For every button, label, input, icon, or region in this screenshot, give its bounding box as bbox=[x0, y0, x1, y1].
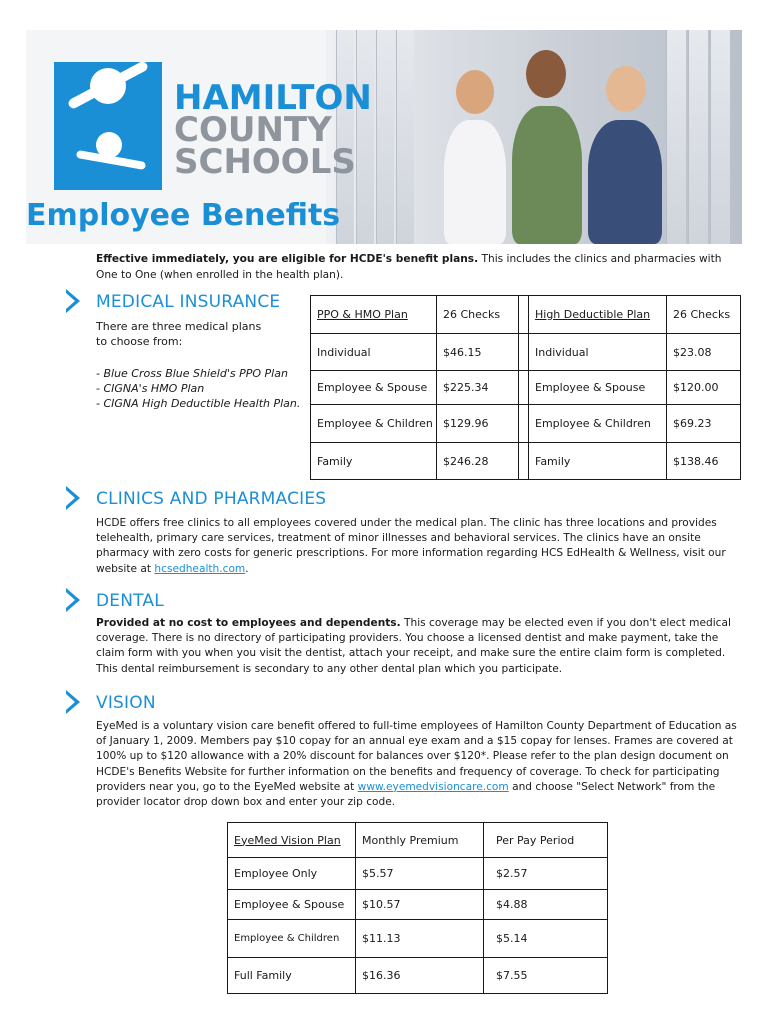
vision-text: EyeMed is a voluntary vision care benefit offered to full-time employees of Hamilton County Department of Education as of January 1, 2009. Members pay $10 copay for an annual eye exam and a $15 copay for lenses. Frames are covered at 100% up to $120 allowance with a 20% discount for balances over $120*. Please refer to the plan design document on HCDE's Benefits Website for further information on the benefits and frequency of coverage. To check for participating providers near you, go to the EyeMed website at www.eyemedvisioncare.com and choose "Select Network" from the provider locator drop down box and enter your zip code. bbox=[96, 720, 737, 809]
clinics-title: CLINICS AND PHARMACIES bbox=[96, 489, 327, 509]
hallway-photo bbox=[326, 30, 742, 244]
table-row: Employee Only $5.57 $2.57 bbox=[228, 858, 608, 890]
vision-title: VISION bbox=[96, 693, 156, 713]
list-item: - Blue Cross Blue Shield's PPO Plan bbox=[96, 367, 288, 380]
hcsedhealth-link[interactable]: hcsedhealth.com bbox=[154, 562, 246, 575]
list-item: - CIGNA's HMO Plan bbox=[96, 382, 205, 395]
dental-title: DENTAL bbox=[96, 591, 164, 611]
clinics-text: HCDE offers free clinics to all employees covered under the medical plan. The clinic has three locations and provides telehealth, primary care services, treatment of minor illnesses and behavioral services. The clinics have an onsite pharmacy with zero costs for generic prescriptions. For more information regarding HCS EdHealth & Wellness, visit our website at hcsedhealth.com. bbox=[96, 517, 726, 575]
table-row: Employee & Spouse $225.34 Employee & Spouse $120.00 bbox=[311, 371, 741, 405]
table-row: Individual $46.15 Individual $23.08 bbox=[311, 334, 741, 371]
medical-lead: There are three medical plans to choose from: bbox=[96, 320, 262, 348]
chevron-icon bbox=[66, 486, 80, 510]
chevron-icon bbox=[66, 690, 80, 714]
chevron-icon bbox=[66, 588, 80, 612]
hcs-logo-text: HAMILTON COUNTY SCHOOLS bbox=[174, 78, 372, 182]
chevron-icon bbox=[66, 289, 80, 313]
medical-plan-list bbox=[96, 366, 301, 411]
header-banner bbox=[26, 30, 742, 244]
dental-text: Provided at no cost to employees and dependents. This coverage may be elected even if you don't elect medical coverage. There is no directory of participating providers. You choose a licensed dentist and make payment, take the claim form with you when you visit the dentist, attach your receipt, and make sure the entire claim form is completed. This dental reimbursement is secondary to any other dental plan which you participate. bbox=[96, 617, 731, 675]
table-row: Full Family $16.36 $7.55 bbox=[228, 958, 608, 994]
table-row: Family $246.28 Family $138.46 bbox=[311, 443, 741, 480]
medical-rates-table bbox=[310, 295, 741, 480]
list-item: - CIGNA High Deductible Health Plan. bbox=[96, 397, 301, 410]
intro-text: Effective immediately, you are eligible for HCDE's benefit plans. This includes the clinics and pharmacies with One to One (when enrolled in the health plan). bbox=[96, 253, 722, 281]
table-row: EyeMed Vision Plan Monthly Premium Per Pay Period bbox=[228, 823, 608, 858]
eyemed-link[interactable]: www.eyemedvisioncare.com bbox=[357, 780, 509, 793]
table-row: PPO & HMO Plan 26 Checks High Deductible Plan 26 Checks bbox=[311, 296, 741, 334]
table-row: Employee & Children $11.13 $5.14 bbox=[228, 920, 608, 958]
medical-title: MEDICAL INSURANCE bbox=[96, 292, 281, 312]
table-row: Employee & Spouse $10.57 $4.88 bbox=[228, 890, 608, 920]
page-title: Employee Benefits bbox=[26, 198, 341, 233]
table-row: Employee & Children $129.96 Employee & Children $69.23 bbox=[311, 405, 741, 443]
hcs-logo-icon bbox=[54, 62, 162, 190]
vision-rates-table bbox=[227, 822, 608, 994]
